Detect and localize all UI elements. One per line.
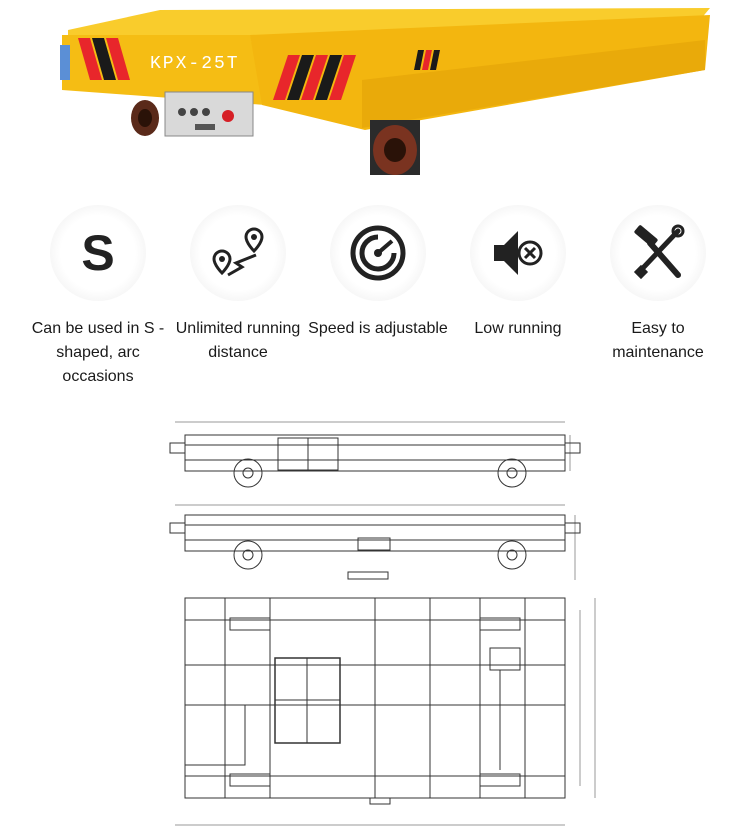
plan-view-drawing: [175, 598, 595, 825]
control-panel: [165, 92, 253, 136]
speed-dial-icon: [330, 205, 426, 301]
route-pins-icon: [190, 205, 286, 301]
feature-label: Low running: [474, 320, 562, 337]
feature-label: Speed is adjustable: [308, 320, 448, 337]
end-view-drawing: [170, 505, 580, 580]
wheel-rear: [370, 120, 420, 175]
speaker-mute-icon: [470, 205, 566, 301]
feature-easy-maintenance: [588, 205, 728, 365]
feature-low-noise: [448, 205, 588, 341]
feature-label: Easy to maintenance: [612, 320, 704, 361]
model-label: KPX-25T: [150, 54, 240, 74]
s-letter-icon: S: [50, 205, 146, 301]
feature-label: Unlimited running distance: [175, 320, 301, 361]
feature-label: Can be used in S - shaped, arc occasions: [31, 320, 165, 385]
warning-stripes-side: [414, 50, 440, 70]
technical-drawings: [160, 410, 600, 835]
feature-unlimited-distance: [168, 205, 308, 365]
side-view-drawing: [170, 422, 580, 487]
feature-speed-adjustable: [308, 205, 448, 341]
wheel-front: [131, 100, 159, 136]
tools-icon: [610, 205, 706, 301]
feature-s-shaped: [28, 205, 168, 389]
product-photo: [0, 0, 750, 190]
